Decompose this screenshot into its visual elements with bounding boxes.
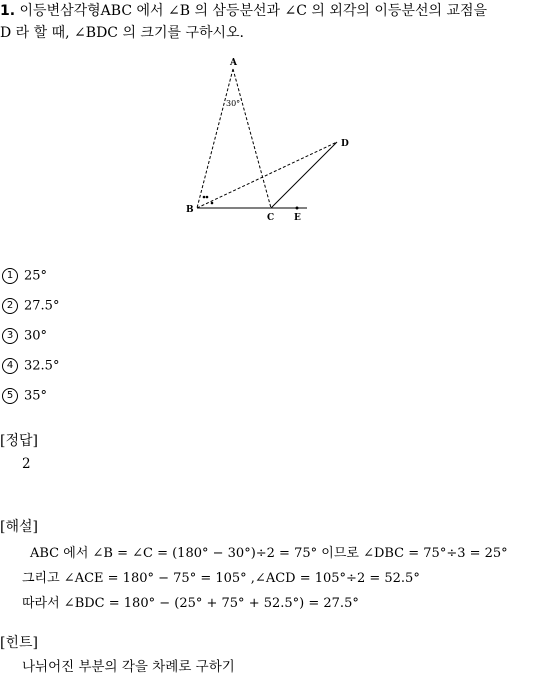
choice-text: 25°: [24, 268, 48, 284]
point-e: [296, 207, 299, 210]
answer-value: 2: [22, 456, 31, 472]
choice-text: 35°: [24, 388, 48, 404]
hint-text: 나뉘어진 부분의 각을 차례로 구하기: [22, 659, 235, 675]
question-number: 1.: [0, 3, 16, 19]
answer-heading: [정답]: [0, 433, 38, 449]
segment-ac: [233, 69, 271, 208]
segment-ab: [197, 69, 233, 208]
choice-4: [2, 358, 59, 374]
choice-text: 32.5°: [24, 358, 60, 374]
choice-text: 30°: [24, 328, 48, 344]
label-d: D: [341, 139, 349, 149]
angle-dot: [206, 196, 209, 199]
choice-mark: 1: [2, 268, 18, 284]
choice-1: [2, 268, 47, 284]
choice-mark: 2: [2, 298, 18, 314]
choice-mark: 3: [2, 328, 18, 344]
hint-heading: [힌트]: [0, 635, 38, 651]
choice-5: [2, 388, 47, 404]
angle-dot: [211, 202, 214, 205]
label-c: C: [267, 213, 275, 223]
label-b: B: [186, 205, 194, 215]
choice-3: [2, 328, 47, 344]
question-line-1: [0, 2, 487, 20]
segment-bd: [197, 142, 337, 208]
explanation-line-1: ABC 에서 ∠B = ∠C = (180° − 30°)÷2 = 75° 이므로 ∠DBC = 75°÷3 = 25°: [30, 546, 508, 561]
choice-text: 27.5°: [24, 298, 60, 314]
triangle-figure: [0, 40, 534, 280]
question-text-1: 이등변삼각형ABC 에서 ∠B 의 삼등분선과 ∠C 의 외각의 이등분선의 교점을: [19, 3, 488, 19]
explanation-line-3: 따라서 ∠BDC = 180° − (25° + 75° + 52.5°) = 27.5°: [22, 596, 359, 611]
choice-mark: 5: [2, 388, 18, 404]
explanation-line-2: 그리고 ∠ACE = 180° − 75° = 105° ,∠ACD = 105°÷2 = 52.5°: [22, 571, 420, 586]
choice-2: [2, 298, 59, 314]
choice-mark: 4: [2, 358, 18, 374]
angle-label: 30°: [226, 99, 241, 108]
question-text-2: D 라 할 때, ∠BDC 의 크기를 구하시오.: [0, 25, 244, 41]
label-e: E: [294, 213, 301, 223]
explanation-heading: [해설]: [0, 519, 38, 535]
segment-cd: [271, 142, 337, 208]
angle-dot: [203, 196, 206, 199]
label-a: A: [230, 58, 237, 68]
